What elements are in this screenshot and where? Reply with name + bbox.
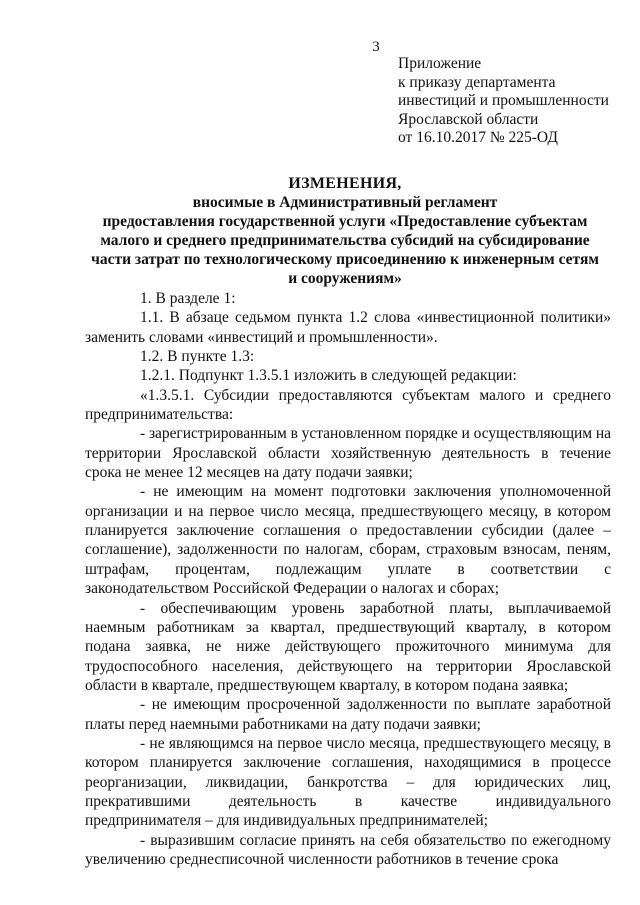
page-number: 3 (372, 39, 380, 55)
appendix-line: Ярославской области (398, 110, 539, 128)
appendix-line: к приказу департамента (398, 73, 556, 91)
paragraph (85, 386, 611, 425)
paragraph-line: территории Ярославской области хозяйственную деятельность в течение (85, 444, 611, 462)
heading-title: ИЗМЕНЕНИЯ, (288, 175, 402, 192)
paragraph (85, 599, 611, 696)
paragraph-line: 1.2.1. Подпункт 1.3.5.1 изложить в следующей редакции: (140, 367, 517, 385)
paragraph-line: - не имеющим на момент подготовки заключения уполномоченной (140, 483, 611, 501)
appendix-line: от 16.10.2017 № 225-ОД (398, 129, 558, 147)
heading-line: и сооружениям» (288, 270, 402, 287)
paragraph-line: котором планируется заключение соглашения, находящимися в процессе (85, 754, 611, 772)
paragraph-line: - не имеющим просроченной задолженности по выплате заработной (140, 696, 611, 714)
paragraph (85, 347, 611, 366)
paragraph-line: законодательством Российской Федерации о налогах и сборах; (85, 580, 500, 598)
paragraph (85, 424, 611, 482)
paragraph-line: реорганизации, ликвидации, банкротства – для юридических лиц, (85, 773, 611, 791)
paragraph (85, 308, 611, 347)
paragraph-line: подана заявка, не ниже действующего прожиточного минимума для (85, 638, 611, 656)
paragraph (85, 831, 611, 870)
appendix-line: Приложение (398, 55, 482, 72)
paragraph (85, 734, 611, 831)
paragraph-line: области в квартале, предшествующем кварталу, в котором подана заявка; (85, 676, 569, 694)
heading-line: предоставления государственной услуги «Предоставление субъектам (102, 213, 588, 230)
paragraph-line: платы перед наемными работниками на дату подачи заявки; (85, 715, 481, 733)
paragraph-line: организации и на первое число месяца, предшествующего месяцу, в котором (85, 502, 611, 520)
paragraph-line: штрафам, процентам, подлежащим уплате в соответствии с (85, 560, 611, 578)
paragraph-line: планируется заключение соглашения о предоставлении субсидии (далее – (85, 522, 611, 540)
paragraph-line: «1.3.5.1. Субсидии предоставляются субъектам малого и среднего (140, 386, 611, 404)
paragraph-line: - зарегистрированным в установленном порядке и осуществляющим на (140, 425, 611, 443)
document-body (85, 289, 611, 869)
paragraph-line: срока не менее 12 месяцев на дату подачи заявки; (85, 464, 413, 482)
heading-line: вносимые в Административный регламент (192, 194, 498, 211)
paragraph-line: - не являющимся на первое число месяца, предшествующего месяцу, в (140, 734, 611, 752)
paragraph-line: предпринимателя – для индивидуальных предпринимателей; (85, 812, 488, 830)
paragraph (85, 366, 611, 385)
paragraph (85, 289, 611, 308)
paragraph-line: - выразившим согласие принять на себя обязательство по ежегодному (140, 831, 611, 849)
paragraph-line: 1. В разделе 1: (140, 290, 236, 307)
heading-line: малого и среднего предпринимательства субсидий на субсидирование (100, 232, 590, 249)
paragraph-line: увеличению среднесписочной численности работников в течение срока (85, 850, 559, 868)
document-heading (85, 174, 605, 288)
paragraph-line: 1.2. В пункте 1.3: (140, 348, 255, 366)
paragraph-line: трудоспособного населения, действующего на территории Ярославской (85, 657, 611, 675)
heading-line: части затрат по технологическому присоединению к инженерным сетям (91, 251, 599, 268)
paragraph-line: предпринимательства: (85, 406, 234, 424)
heading-subtitle (85, 193, 605, 288)
paragraph (85, 695, 611, 734)
paragraph (85, 482, 611, 598)
appendix-block (398, 55, 633, 148)
paragraph-line: прекратившими деятельность в качестве индивидуального (85, 792, 611, 810)
paragraph-line: заменить словами «инвестиций и промышленности». (85, 328, 438, 346)
paragraph-line: - обеспечивающим уровень заработной платы, выплачиваемой (140, 599, 611, 617)
paragraph-line: 1.1. В абзаце седьмом пункта 1.2 слова «инвестиционной политики» (140, 309, 611, 327)
appendix-line: инвестиций и промышленности (398, 92, 609, 110)
paragraph-line: наемным работникам за квартал, предшествующий кварталу, в котором (85, 618, 611, 636)
paragraph-line: соглашение), задолженности по налогам, сборам, страховым взносам, пеням, (85, 541, 611, 559)
